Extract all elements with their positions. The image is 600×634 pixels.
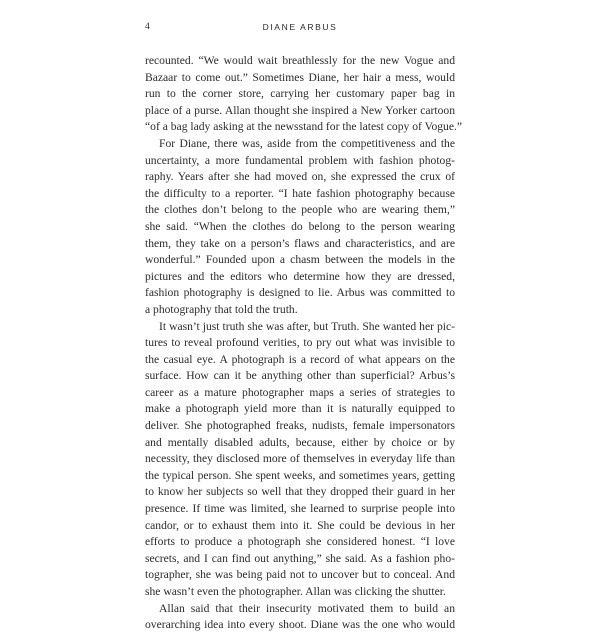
text-line: Allan said that their insecurity motivated them to build an: [159, 601, 455, 615]
text-line: run to the corner store, carrying her customary paper bag in: [145, 87, 455, 101]
text-line: overarching idea into every shoot. Diane was the one who would: [145, 618, 455, 632]
body-text: [145, 53, 463, 634]
text-line: It wasn’t just truth she was after, but Truth. She wanted her pic-: [159, 319, 455, 333]
text-line: tographer, she was being paid not to uncover but to conceal. And: [145, 568, 455, 582]
text-line: raphy. Years after she had moved on, she expressed the crux of: [145, 170, 455, 184]
text-line: tures to reveal profound verities, to pry out what was invisible to: [145, 336, 455, 350]
text-line: candor, or to exhaust them into it. She could be devious in her: [145, 518, 455, 532]
text-line: deliver. She photographed freaks, nudists, female impersonators: [145, 419, 455, 433]
text-line: For Diane, there was, aside from the competitiveness and the: [159, 136, 455, 150]
page-number: 4: [145, 22, 151, 32]
text-line: the difficulty to a reporter. “I hate fashion photography because: [145, 186, 455, 200]
text-line: a photography that told the truth.: [145, 302, 298, 316]
text-line: fashion photography is designed to lie. Arbus was committed to: [145, 286, 455, 300]
text-line: efforts to produce a photograph she considered honest. “I love: [145, 535, 455, 549]
text-line: the typical person. She spent weeks, and sometimes years, getting: [145, 468, 455, 482]
text-line: uncertainty, a more fundamental problem with fashion photog-: [145, 153, 455, 167]
text-line: to know her subjects so well that they dropped their guard in her: [145, 485, 455, 499]
text-line: secrets, and I can find out anything,” she said. As a fashion pho-: [145, 551, 455, 565]
text-line: and mentally disabled adults, because, either by choice or by: [145, 435, 455, 449]
text-line: pictures and the editors who determine how they are dressed,: [145, 269, 455, 283]
text-line: them, they take on a person’s flaws and characteristics, and are: [145, 236, 455, 250]
text-line: necessity, they disclosed more of themselves in everyday life than: [145, 452, 455, 466]
text-line: wonderful.” Founded upon a chasm between the models in the: [145, 253, 455, 267]
text-line: she said. “When the clothes do belong to the person wearing: [145, 219, 455, 233]
text-line: the clothes don’t belong to the people who are wearing them,”: [145, 203, 455, 217]
text-line: “of a bag lady asking at the newsstand for the latest copy of Vogue.”: [145, 120, 463, 134]
text-line: she wasn’t even the photographer. Allan was clicking the shutter.: [145, 585, 446, 598]
running-head: [145, 22, 455, 36]
text-line: make a photograph yield more than it is naturally equipped to: [145, 402, 455, 416]
running-title: DIANE ARBUS: [262, 22, 338, 32]
text-line: recounted. “We would wait breathlessly for the new Vogue and: [145, 54, 455, 67]
text-line: career as a mature photographer maps a series of strategies to: [145, 385, 455, 399]
text-line: presence. If time was limited, she learned to surprise people into: [145, 502, 455, 516]
text-line: surface. How can it be anything other than superficial? Arbus’s: [145, 369, 455, 383]
text-line: place of a purse. Allan thought she inspired a New Yorker cartoon: [145, 103, 455, 117]
text-line: Bazaar to come out.” Sometimes Diane, her hair a mess, would: [145, 70, 455, 84]
text-line: the casual eye. A photograph is a record of what appears on the: [145, 352, 455, 366]
